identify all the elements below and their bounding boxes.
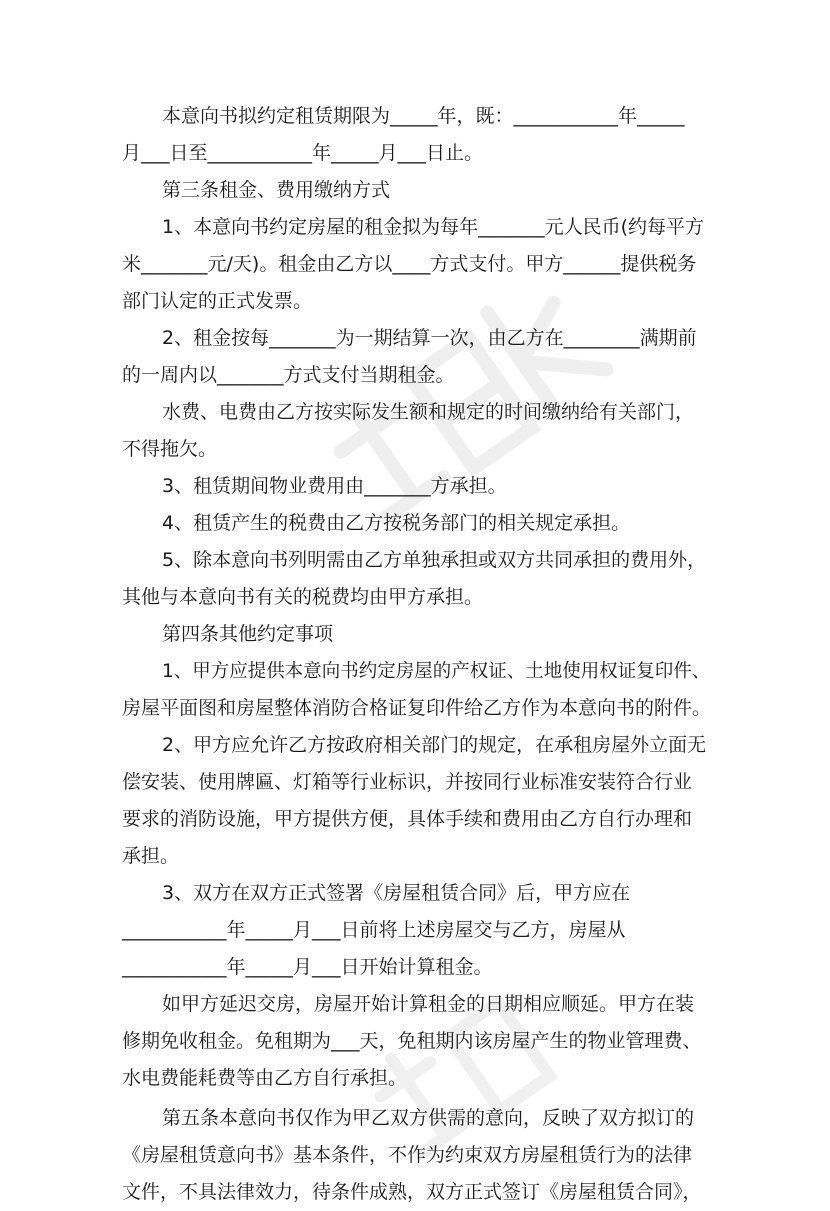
paragraph-line: 第五条本意向书仅作为甲乙双方供需的意向，反映了双方拟订的 (162, 1107, 695, 1129)
document-body (122, 98, 712, 1211)
paragraph-line: 1、甲方应提供本意向书约定房屋的产权证、土地使用权证复印件、 (162, 661, 711, 682)
paragraph-line: 的一周内以_______方式支付当期租金。 (122, 364, 455, 386)
paragraph-line: 如甲方延迟交房，房屋开始计算租金的日期相应顺延。甲方在装 (162, 993, 695, 1015)
paragraph-line: 月___日至___________年_____月___日止。 (122, 142, 484, 164)
paragraph-line: 其他与本意向书有关的税费均由甲方承担。 (122, 586, 484, 608)
paragraph-line: ___________年_____月___日前将上述房屋交与乙方，房屋从 (122, 919, 626, 941)
paragraph-line: 水费、电费由乙方按实际发生额和规定的时间缴纳给有关部门， (162, 401, 695, 423)
paragraph-line: 1、本意向书约定房屋的租金拟为每年_______元人民币(约每平方 (162, 216, 705, 238)
paragraph-line: 要求的消防设施，甲方提供方便，具体手续和费用由乙方自行办理和 (122, 808, 693, 830)
paragraph-line: 文件，不具法律效力，待条件成熟，双方正式签订《房屋租赁合同》， (122, 1181, 702, 1203)
paragraph-line: 2、甲方应允许乙方按政府相关部门的规定，在承租房屋外立面无 (162, 734, 707, 756)
paragraph-line: 2、租金按每_______为一期结算一次，由乙方在________满期前 (162, 327, 697, 349)
paragraph-line: 本意向书拟约定租赁期限为_____年，既：___________年_____ (162, 105, 685, 127)
paragraph-line: 《房屋租赁意向书》基本条件，不作为约束双方房屋租赁行为的法律 (122, 1144, 693, 1166)
paragraph-line: 第三条租金、费用缴纳方式 (162, 179, 391, 201)
paragraph-line: 第四条其他约定事项 (162, 623, 334, 645)
paragraph-line: 水电费能耗费等由乙方自行承担。 (122, 1067, 408, 1089)
paragraph-line: 5、除本意向书列明需由乙方单独承担或双方共同承担的费用外， (162, 549, 707, 571)
paragraph-line: 修期免收租金。免租期为___天，免租期内该房屋产生的物业管理费、 (122, 1030, 702, 1052)
paragraph-line: 部门认定的正式发票。 (122, 290, 313, 312)
paragraph-line: ___________年_____月___日开始计算租金。 (122, 956, 493, 978)
paragraph-line: 3、双方在双方正式签署《房屋租赁合同》后，甲方应在 (162, 882, 631, 904)
paragraph-line: 偿安装、使用牌匾、灯箱等行业标识，并按同行业标准安装符合行业 (122, 771, 693, 793)
paragraph-line: 3、租赁期间物业费用由_______方承担。 (162, 475, 507, 497)
paragraph-line: 不得拖欠。 (122, 438, 218, 460)
paragraph-line: 承担。 (122, 845, 180, 867)
paragraph-line: 米_______元/天)。租金由乙方以____方式支付。甲方______提供税务 (122, 253, 697, 275)
paragraph-line: 4、租赁产生的税费由乙方按税务部门的相关规定承担。 (162, 512, 631, 534)
paragraph-line: 房屋平面图和房屋整体消防合格证复印件给乙方作为本意向书的附件。 (122, 697, 712, 719)
